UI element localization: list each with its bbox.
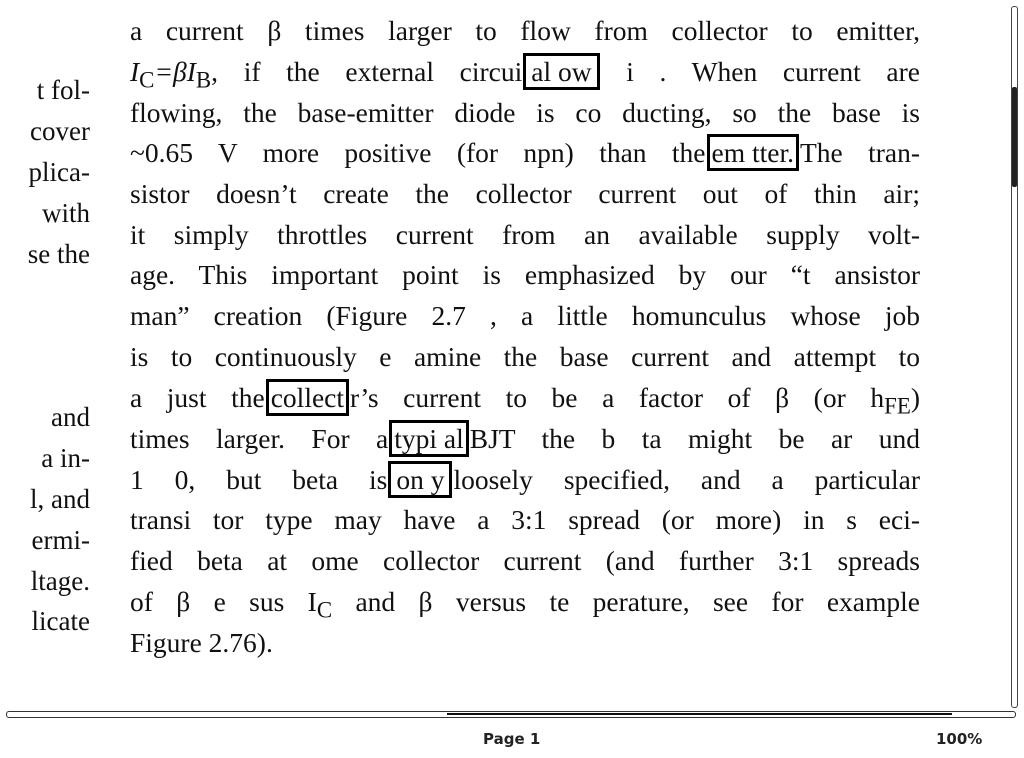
text-line: is to continuously e amine the base current and attempt to	[130, 341, 920, 372]
zoom-level[interactable]: 100%	[936, 730, 983, 748]
text-line: times larger. For a typi al BJT the b ta might be ar und	[130, 419, 920, 459]
text-line: $I_C=\beta I_B$, if the external circui al ow i . When current are	[130, 52, 920, 92]
status-bar	[0, 720, 1024, 758]
text-line: fied beta at ome collector current (and further 3:1 spreads	[130, 545, 920, 576]
text-line: man” creation (Figure 2.7 , a little homunculus whose job	[130, 300, 920, 331]
text-line: flowing, the base-emitter diode is co ducting, so the base is	[130, 97, 920, 128]
text-line: of β e sus $I_C$ and β versus te perature, see for example	[130, 586, 920, 623]
text-line: sistor doesn’t create the collector current out of thin air;	[130, 178, 920, 209]
highlight-box[interactable]: em tter.	[707, 134, 799, 171]
margin-line: a in-	[41, 443, 90, 473]
text-line: 1 0, but beta is on y loosely specified, and a particular	[130, 460, 920, 500]
left-margin-column	[0, 0, 96, 718]
highlight-box[interactable]: al ow	[523, 53, 599, 90]
text-line: Figure 2.76).	[130, 627, 273, 658]
margin-line: ltage.	[30, 566, 90, 596]
horizontal-scrollbar[interactable]	[6, 711, 1016, 718]
margin-line: l, and	[30, 484, 90, 514]
margin-line: cover	[30, 116, 90, 146]
highlight-box[interactable]: collect	[266, 379, 349, 416]
text-line: transi tor type may have a 3:1 spread (or more) in s eci-	[130, 504, 920, 535]
page-indicator: Page 1	[483, 730, 541, 748]
margin-line: with	[41, 198, 90, 228]
horizontal-scroll-thumb[interactable]	[447, 713, 952, 715]
margin-line: licate	[31, 606, 90, 636]
vertical-scrollbar[interactable]	[1011, 6, 1018, 708]
text-line: age. This important point is emphasized by our “t ansistor	[130, 259, 920, 290]
margin-line: ermi-	[31, 525, 90, 555]
text-line: it simply throttles current from an available supply volt-	[130, 219, 920, 250]
margin-line: plica-	[28, 157, 90, 187]
vertical-scroll-thumb[interactable]	[1012, 87, 1017, 187]
margin-line: t fol-	[36, 75, 90, 105]
text-line: a just the collect r’s current to be a factor of β (or $h_{FE}$)	[130, 378, 920, 418]
margin-line: and	[51, 402, 90, 432]
highlight-box[interactable]: typi al	[389, 420, 469, 457]
text-line: ~0.65 V more positive (for npn) than the em tter. The tran-	[130, 133, 920, 173]
text-line: a current β times larger to flow from collector to emitter,	[130, 15, 920, 46]
margin-line: se the	[27, 239, 90, 269]
highlight-box[interactable]: on y	[388, 461, 452, 498]
